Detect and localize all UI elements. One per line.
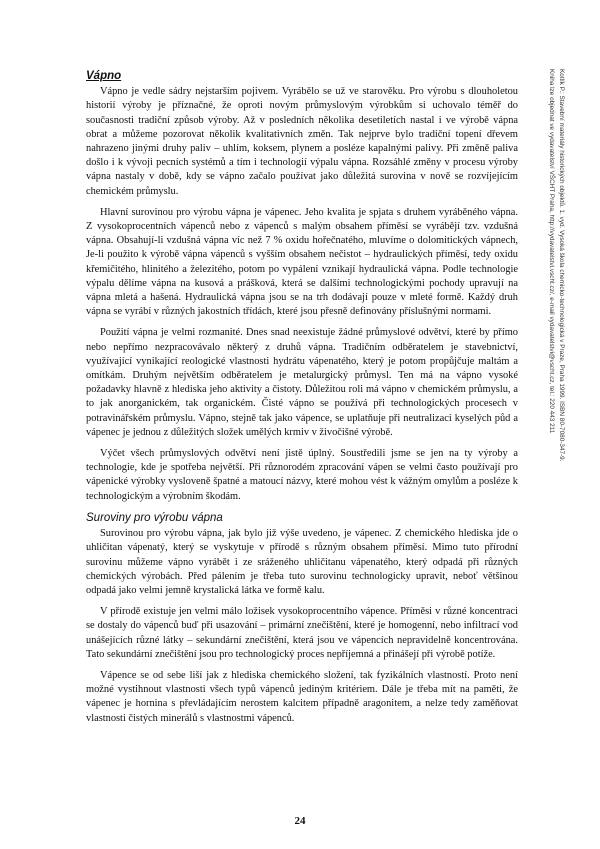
paragraph: V přírodě existuje jen velmi málo ložisek vysokoprocentního vápence. Příměsi v různé koncentraci se dostaly do vápenců buď při usazování – primární znečištění, které je homogenní, nebo infiltrací vod unášejících různé látky – sekundární znečištění, která jsou ve vápencích nepravidelně koncentrována. Tato sekundární znečištění jsou pro technologický proces nepříjemná a přinášejí při výrobě potíže. — [86, 606, 518, 660]
sidebar-citation — [540, 69, 584, 589]
sidebar-order-line: Kniha lze objednat ve vydavatelství VŠCHT Praha, http://vydavatelstvi.vscht.cz/, e-mail vydavatelstvi@vscht.cz, tel.: 220 443 211 — [548, 69, 555, 434]
section-title: Vápno — [86, 70, 122, 82]
sidebar-citation-line: Kotlík P.: Stavební materiály historických objektů. 1. vyd. Vysoká škola chemicko-technologická v Praze, Praha 1999. ISBN 80-7080-347-9. — [558, 69, 565, 462]
page-number: 24 — [294, 815, 306, 827]
subsection-title: Suroviny pro výrobu vápna — [86, 511, 223, 524]
paragraph: Vápence se od sebe liší jak z hlediska chemického složení, tak fyzikálních vlastností. Proto není možné vystihnout vlastnosti všech typů vápenců jediným kritériem. Dále je třeba mít na paměti, že vápenec je hornina s převládajícím nerostem kalcitem případně aragonitem, a nelze tedy zaměňovat vlastnosti čistých minerálů s vlastnostmi vápenců. — [86, 669, 518, 724]
page-content — [86, 69, 518, 733]
paragraph: Výčet všech průmyslových odvětví není jistě úplný. Soustředili jsme se jen na ty výroby a technologie, kde je spotřeba největší. Při různorodém zpracování vápen se velmi často používají pro vápenické výrobky vysloveně špatné a matoucí názvy, které mohou vést k vážným omylům a posléze k technologickým a výrobním škodám. — [86, 448, 518, 502]
paragraph: Surovinou pro výrobu vápna, jak bylo již výše uvedeno, je vápenec. Z chemického hlediska jde o uhličitan vápenatý, který se vyskytuje v přírodě s různým obsahem příměsí. Mimo tuto přírodní surovinu můžeme vápno vyrábět i ze sráženého uhličitanu vápenatého, který odpadá při různých chemických výrobách. Před pálením je třeba tuto surovinu technologicky upravit, neboť většinou odpadá jako velmi jemně krystalická látka ve formě kalu. — [86, 528, 518, 596]
paragraph: Použití vápna je velmi rozmanité. Dnes snad neexistuje žádné průmyslové odvětví, které by přímo nebo nepřímo nezpracovávalo některý z druhů vápna. Tradičním odběratelem je stavebnictví, využívající vynikající reologické vlastnosti hydrátu vápenatého, který je potom propůjčuje maltám a omítkám. Druhým největším odběratelem je metalurgický průmysl. Ten má na vápno vysoké požadavky hlavně z hlediska jeho aktivity a čistoty. Důležitou roli má vápno v chemickém průmyslu, a to jak anorganickém, tak organickém. Čisté vápno se používá při technologických procesech v potravinářském průmyslu. Vápno, stejně tak jako vápence, se uplatňuje při neutralizaci kyselých půd a vápenec je jednou z důležitých složek umělých krmiv v živočišné výrobě. — [86, 327, 518, 438]
paragraph: Hlavní surovinou pro výrobu vápna je vápenec. Jeho kvalita je spjata s druhem vyráběného vápna. Z vysokoprocentních vápenců nebo z vápenců s malým obsahem příměsí se vyrábějí tzv. vzdušná vápna. Obsahují-li vzdušná vápna víc než 7 % oxidu hořečnatého, mluvíme o dolomitických vápnech, Je-li použito k výrobě vápna vápenců s vyšším obsahem nečistot – hydraulických příměsí, tedy oxidu křemičitého, hlinitého a železitého, potom po vypálení vznikají hydraulická vápna. Podle technologie výpalu dělíme vápna na kusová a prášková, která se dalšími technologickými pochody upravují na vápna mletá a hašená. Hydraulická vápna jsou se na trh dodávají pouze v mleté formě. Každý druh vápna se vyrábí v různých jakostních třídách, které jsou přesně definovány příslušnými normami. — [86, 206, 518, 318]
paragraph: Vápno je vedle sádry nejstarším pojivem. Vyrábělo se už ve starověku. Pro výrobu s dlouholetou historií výroby je příznačné, že oproti novým průmyslovým výrobkům si uchovalo téměř do současnosti tradiční způsob výroby. Až v posledních několika desetiletích nastal i ve výrobě vápna obrat a můžeme pozorovat několik kvalitativních změn. Tak nejprve bylo tradiční topení dřevem nahrazeno jinými druhy paliv – uhlím, koksem, plynem a posléze kapalnými palivy. Při změně paliva došlo i k vývoji pecních systémů a tím i technologií výpalu vápna. Rozsáhlé změny v procesu výroby vápna nastaly v době, kdy se vápno začalo používat jako důležitá surovina v nově se rozvíjejícím chemickém průmyslu. — [86, 86, 518, 197]
